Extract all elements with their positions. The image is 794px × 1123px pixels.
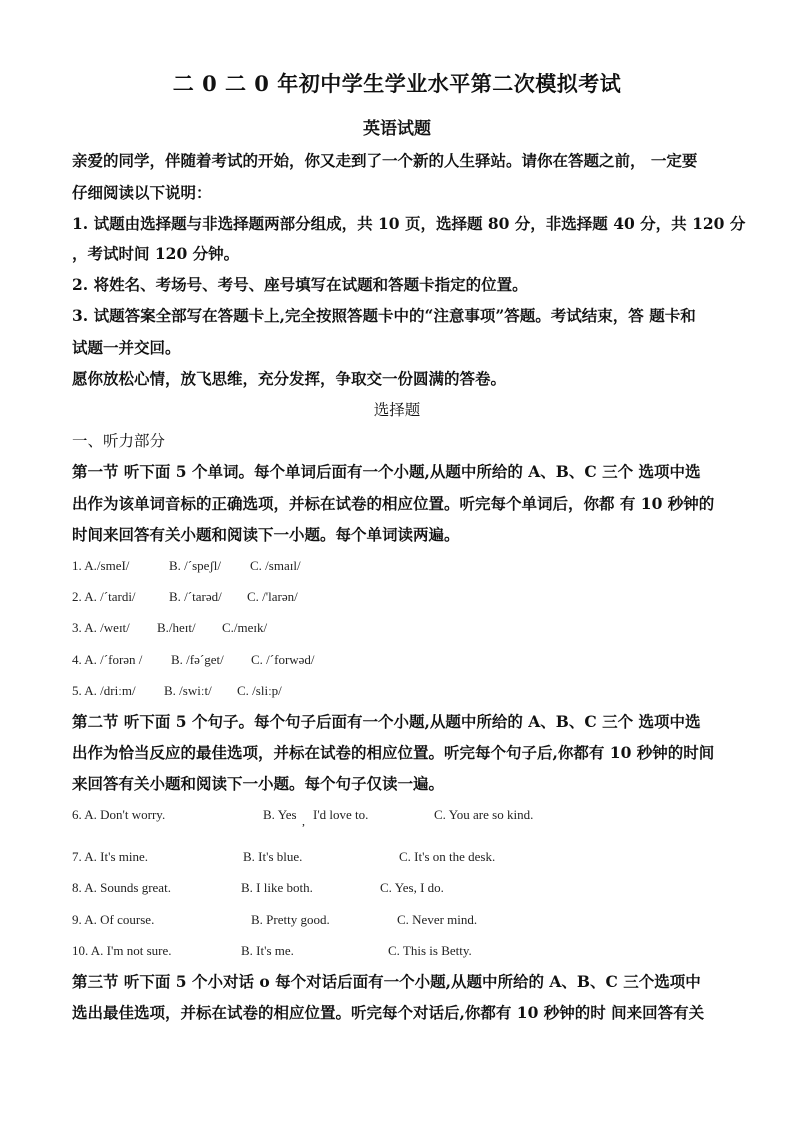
section-label: 选择题 <box>373 401 421 419</box>
question-7-c: C. It's on the desk. <box>399 849 496 864</box>
question-4-c: C. /ˊforwəd/ <box>251 652 315 667</box>
question-2-c: C. /'larən/ <box>247 589 298 604</box>
exam-subtitle: 英语试题 <box>363 119 431 139</box>
section2-line-2: 出作为恰当反应的最佳选项，并标在试卷的相应位置。听完每个句子后,你都有 10 秒钟的时间 <box>72 743 715 762</box>
question-8-a: 8. A. Sounds great. <box>72 880 171 895</box>
question-1-a: 1. A./smeI/ <box>72 558 130 573</box>
intro-line-8: 愿你放松心情，放飞思维，充分发挥，争取交一份圆满的答卷。 <box>72 369 507 388</box>
section1-line-1: 第一节 听下面 5 个单词。每个单词后面有一个小题,从题中所给的 A、B、C 三个 选项中选 <box>72 462 701 481</box>
exam-title: 二 0 二 0 年初中学生学业水平第二次模拟考试 <box>172 71 622 96</box>
intro-line-7: 试题一并交回。 <box>72 338 181 357</box>
intro-line-3: 1. 试题由选择题与非选择题两部分组成，共 10 页，选择题 80 分，非选择题 40 分，共 120 分 <box>72 214 746 233</box>
question-3-c: C./meɪk/ <box>222 620 268 635</box>
section3-line-2: 选出最佳选项，并标在试卷的相应位置。听完每个对话后,你都有 10 秒钟的时 间来回答有关 <box>72 1003 705 1022</box>
question-8-c: C. Yes, I do. <box>380 880 444 895</box>
question-6-b-comma: , <box>302 814 305 828</box>
section3-line-1: 第三节 听下面 5 个小对话 o 每个对话后面有一个小题,从题中所给的 A、B、C 三个选项中 <box>72 972 701 991</box>
intro-line-2: 仔细阅读以下说明： <box>72 183 212 202</box>
question-1-c: C. /smaɪl/ <box>250 558 301 573</box>
question-6-c: C. You are so kind. <box>434 807 534 822</box>
question-6-b: B. Yes <box>263 807 297 822</box>
question-10-c: C. This is Betty. <box>388 943 472 958</box>
question-7-a: 7. A. It's mine. <box>72 849 149 864</box>
question-3-a: 3. A. /weɪt/ <box>72 620 130 635</box>
question-9-b: B. Pretty good. <box>251 912 330 927</box>
section2-line-3: 来回答有关小题和阅读下一小题。每个句子仅读一遍。 <box>72 774 445 793</box>
question-4-a: 4. A. /ˊforən / <box>72 652 143 667</box>
question-1-b: B. /ˊspeʃl/ <box>169 558 221 573</box>
section1-line-2: 出作为该单词音标的正确选项，并标在试卷的相应位置。听完每个单词后，你都 有 10 秒钟的 <box>72 494 715 513</box>
question-5-a: 5. A. /driːm/ <box>72 683 136 698</box>
question-10-b: B. It's me. <box>241 943 294 958</box>
question-8-b: B. I like both. <box>241 880 313 895</box>
section2-line-1: 第二节 听下面 5 个句子。每个句子后面有一个小题,从题中所给的 A、B、C 三个 选项中选 <box>72 712 701 731</box>
question-9-a: 9. A. Of course. <box>72 912 155 927</box>
question-2-b: B. /ˊtarəd/ <box>169 589 222 604</box>
question-3-b: B./heɪt/ <box>157 620 196 635</box>
question-5-c: C. /sliːp/ <box>237 683 282 698</box>
intro-line-5: 2. 将姓名、考场号、考号、座号填写在试题和答题卡指定的位置。 <box>72 275 528 294</box>
question-10-a: 10. A. I'm not sure. <box>72 943 172 958</box>
part-heading: 一、听力部分 <box>72 432 166 450</box>
intro-line-1: 亲爱的同学，伴随着考试的开始，你又走到了一个新的人生驿站。请你在答题之前， 一定要 <box>72 151 698 170</box>
intro-line-4: ，考试时间 120 分钟。 <box>72 244 240 263</box>
question-6-a: 6. A. Don't worry. <box>72 807 166 822</box>
intro-line-6: 3. 试题答案全部写在答题卡上,完全按照答题卡中的“注意事项”答题。考试结束，答 题卡和 <box>72 306 696 325</box>
question-9-c: C. Never mind. <box>397 912 478 927</box>
question-2-a: 2. A. /ˊtardi/ <box>72 589 136 604</box>
question-5-b: B. /swiːt/ <box>164 683 212 698</box>
question-7-b: B. It's blue. <box>243 849 303 864</box>
question-6-b-text: I'd love to. <box>313 807 369 822</box>
section1-line-3: 时间来回答有关小题和阅读下一小题。每个单词读两遍。 <box>72 525 460 544</box>
question-4-b: B. /fəˊget/ <box>171 652 224 667</box>
